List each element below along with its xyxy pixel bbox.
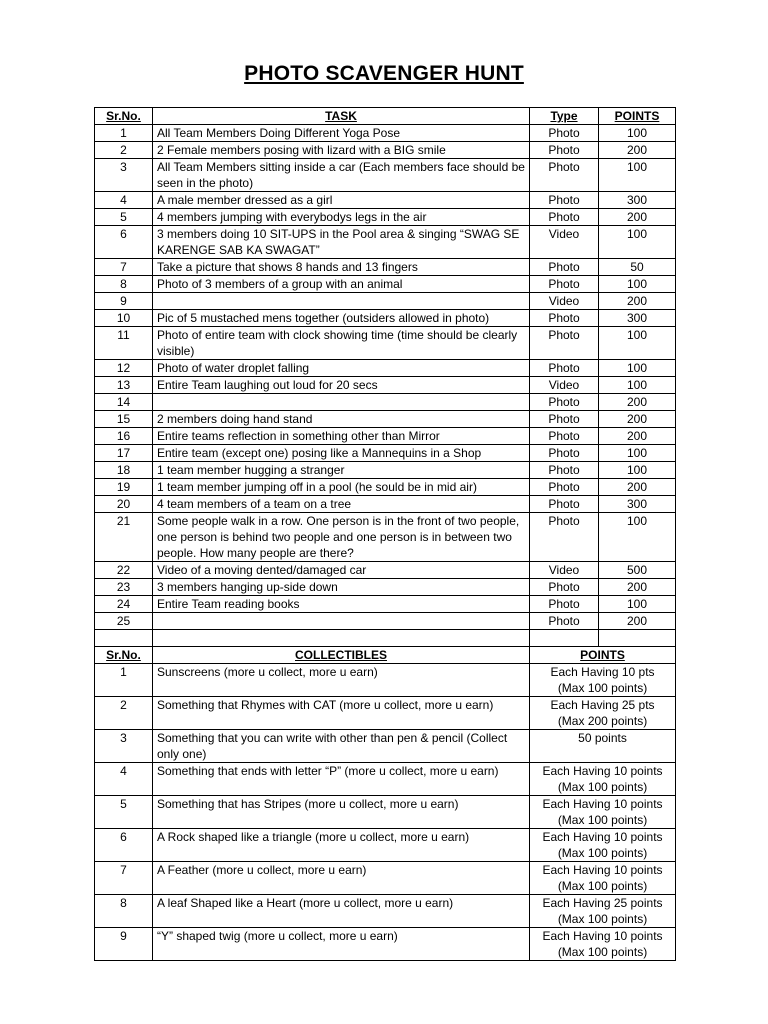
task-points: 100: [599, 360, 676, 377]
task-points: 200: [599, 293, 676, 310]
task-type: Video: [530, 226, 599, 259]
task-points: 500: [599, 562, 676, 579]
collectible-description: A Feather (more u collect, more u earn): [153, 862, 530, 895]
task-number: 25: [95, 613, 153, 630]
task-points: 100: [599, 125, 676, 142]
task-points: 200: [599, 479, 676, 496]
table-row: [95, 259, 676, 276]
collectible-points: [530, 862, 676, 895]
table-row: [95, 445, 676, 462]
collectible-number: 4: [95, 763, 153, 796]
task-points: 100: [599, 276, 676, 293]
task-number: 10: [95, 310, 153, 327]
collectible-points: [530, 730, 676, 763]
collectible-number: 3: [95, 730, 153, 763]
task-description: Photo of 3 members of a group with an animal: [153, 276, 530, 293]
collectible-number: 9: [95, 928, 153, 961]
task-type: Photo: [530, 445, 599, 462]
task-type: Photo: [530, 360, 599, 377]
collectible-description: Sunscreens (more u collect, more u earn): [153, 664, 530, 697]
table-row: [95, 763, 676, 796]
table-row: [95, 697, 676, 730]
task-description: Some people walk in a row. One person is in the front of two people, one person is behind two people and one person is in between two people. How many people are there?: [153, 513, 530, 562]
task-number: 24: [95, 596, 153, 613]
task-description: Entire team (except one) posing like a Mannequins in a Shop: [153, 445, 530, 462]
collectibles-table-body: [95, 647, 676, 961]
task-type: Photo: [530, 496, 599, 513]
table-row: [95, 428, 676, 445]
collectible-points-line1: Each Having 10 points: [542, 929, 663, 943]
task-points: 50: [599, 259, 676, 276]
collectible-points-line1: Each Having 10 points: [542, 797, 663, 811]
collectible-number: 8: [95, 895, 153, 928]
collectible-description: Something that ends with letter “P” (more u collect, more u earn): [153, 763, 530, 796]
task-number: 9: [95, 293, 153, 310]
table-row: [95, 829, 676, 862]
collectibles-header-row: [95, 647, 676, 664]
task-description: 2 Female members posing with lizard with a BIG smile: [153, 142, 530, 159]
table-row: [95, 862, 676, 895]
collectible-points-line1: Each Having 25 points: [542, 896, 663, 910]
collectible-description: A Rock shaped like a triangle (more u collect, more u earn): [153, 829, 530, 862]
task-points: 100: [599, 159, 676, 192]
table-row: [95, 730, 676, 763]
collectible-points-line2: (Max 100 points): [557, 813, 648, 827]
collectible-number: 1: [95, 664, 153, 697]
table-row: [95, 579, 676, 596]
collectible-points: [530, 928, 676, 961]
task-description: A male member dressed as a girl: [153, 192, 530, 209]
blank-cell: [95, 630, 153, 647]
collectible-points-line2: (Max 100 points): [557, 912, 648, 926]
collectible-points-line1: Each Having 10 points: [542, 764, 663, 778]
blank-cell: [153, 630, 530, 647]
task-number: 6: [95, 226, 153, 259]
collectible-points: [530, 829, 676, 862]
task-number: 20: [95, 496, 153, 513]
collectible-points: [530, 895, 676, 928]
scavenger-hunt-table: [94, 107, 676, 961]
blank-separator-row: [95, 630, 676, 647]
task-number: 21: [95, 513, 153, 562]
task-type: Photo: [530, 310, 599, 327]
collectible-points-line2: (Max 200 points): [557, 714, 648, 728]
task-number: 16: [95, 428, 153, 445]
task-points: 200: [599, 209, 676, 226]
collectible-number: 7: [95, 862, 153, 895]
collectible-description: A leaf Shaped like a Heart (more u collect, more u earn): [153, 895, 530, 928]
collectible-points: [530, 697, 676, 730]
task-number: 5: [95, 209, 153, 226]
task-number: 22: [95, 562, 153, 579]
table-row: [95, 209, 676, 226]
collectible-points-line2: (Max 100 points): [557, 846, 648, 860]
collectible-points-line1: Each Having 10 points: [542, 863, 663, 877]
task-points: 100: [599, 226, 676, 259]
task-description: [153, 613, 530, 630]
task-points: 100: [599, 327, 676, 360]
task-number: 2: [95, 142, 153, 159]
task-type: Photo: [530, 596, 599, 613]
task-points: 200: [599, 579, 676, 596]
task-description: 4 team members of a team on a tree: [153, 496, 530, 513]
task-points: 200: [599, 613, 676, 630]
task-type: Video: [530, 562, 599, 579]
task-points: 200: [599, 411, 676, 428]
collectible-number: 6: [95, 829, 153, 862]
collectible-points: [530, 763, 676, 796]
table-row: [95, 394, 676, 411]
collectible-points-line2: (Max 100 points): [557, 681, 648, 695]
task-description: All Team Members sitting inside a car (Each members face should be seen in the photo): [153, 159, 530, 192]
task-type: Photo: [530, 192, 599, 209]
task-type: Photo: [530, 513, 599, 562]
task-number: 1: [95, 125, 153, 142]
collectible-number: 2: [95, 697, 153, 730]
collectible-points-line1: Each Having 25 pts: [550, 698, 655, 712]
task-description: Video of a moving dented/damaged car: [153, 562, 530, 579]
table-row: [95, 496, 676, 513]
page-title: PHOTO SCAVENGER HUNT: [244, 62, 524, 85]
task-type: Photo: [530, 613, 599, 630]
table-row: [95, 159, 676, 192]
task-type: Photo: [530, 259, 599, 276]
collectible-points-line2: (Max 100 points): [557, 945, 648, 959]
header-type: Type: [530, 108, 599, 125]
collectible-points-line1: 50 points: [578, 731, 627, 745]
header-points: POINTS: [599, 108, 676, 125]
task-number: 23: [95, 579, 153, 596]
collectible-points-line1: Each Having 10 pts: [550, 665, 655, 679]
header-points: POINTS: [530, 647, 676, 664]
table-row: [95, 513, 676, 562]
task-points: 200: [599, 142, 676, 159]
task-description: 3 members hanging up-side down: [153, 579, 530, 596]
task-description: [153, 293, 530, 310]
task-type: Photo: [530, 327, 599, 360]
task-number: 18: [95, 462, 153, 479]
table-row: [95, 310, 676, 327]
table-row: [95, 462, 676, 479]
collectible-points: [530, 796, 676, 829]
collectible-description: “Y” shaped twig (more u collect, more u earn): [153, 928, 530, 961]
task-points: 100: [599, 462, 676, 479]
table-row: [95, 377, 676, 394]
table-row: [95, 928, 676, 961]
table-row: [95, 411, 676, 428]
table-row: [95, 192, 676, 209]
collectible-points-line2: (Max 100 points): [557, 780, 648, 794]
table-row: [95, 562, 676, 579]
task-points: 300: [599, 310, 676, 327]
collectible-number: 5: [95, 796, 153, 829]
header-task: TASK: [153, 108, 530, 125]
task-points: 100: [599, 377, 676, 394]
task-points: 200: [599, 394, 676, 411]
task-number: 14: [95, 394, 153, 411]
task-points: 200: [599, 428, 676, 445]
task-description: 1 team member jumping off in a pool (he sould be in mid air): [153, 479, 530, 496]
task-points: 300: [599, 192, 676, 209]
task-description: Photo of water droplet falling: [153, 360, 530, 377]
task-header-row: [95, 108, 676, 125]
task-number: 8: [95, 276, 153, 293]
table-row: [95, 796, 676, 829]
task-description: Entire Team reading books: [153, 596, 530, 613]
task-type: Photo: [530, 142, 599, 159]
table-row: [95, 276, 676, 293]
task-type: Video: [530, 293, 599, 310]
table-row: [95, 664, 676, 697]
table-row: [95, 125, 676, 142]
task-description: Entire teams reflection in something other than Mirror: [153, 428, 530, 445]
collectible-description: Something that you can write with other than pen & pencil (Collect only one): [153, 730, 530, 763]
task-type: Photo: [530, 428, 599, 445]
task-number: 12: [95, 360, 153, 377]
task-points: 100: [599, 445, 676, 462]
table-row: [95, 895, 676, 928]
task-description: Entire Team laughing out loud for 20 secs: [153, 377, 530, 394]
task-type: Video: [530, 377, 599, 394]
task-description: 4 members jumping with everybodys legs in the air: [153, 209, 530, 226]
task-type: Photo: [530, 462, 599, 479]
task-number: 3: [95, 159, 153, 192]
task-number: 11: [95, 327, 153, 360]
task-number: 7: [95, 259, 153, 276]
task-number: 19: [95, 479, 153, 496]
table-row: [95, 596, 676, 613]
task-type: Photo: [530, 579, 599, 596]
task-description: Pic of 5 mustached mens together (outsiders allowed in photo): [153, 310, 530, 327]
collectible-points-line2: (Max 100 points): [557, 879, 648, 893]
task-description: Take a picture that shows 8 hands and 13 fingers: [153, 259, 530, 276]
task-description: 1 team member hugging a stranger: [153, 462, 530, 479]
blank-cell: [530, 630, 599, 647]
task-points: 100: [599, 513, 676, 562]
task-points: 100: [599, 596, 676, 613]
table-row: [95, 479, 676, 496]
collectible-points-line1: Each Having 10 points: [542, 830, 663, 844]
header-srno: Sr.No.: [95, 108, 153, 125]
table-row: [95, 327, 676, 360]
header-collectibles: COLLECTIBLES: [153, 647, 530, 664]
task-type: Photo: [530, 411, 599, 428]
table-row: [95, 142, 676, 159]
task-description: Photo of entire team with clock showing time (time should be clearly visible): [153, 327, 530, 360]
blank-cell: [599, 630, 676, 647]
table-row: [95, 613, 676, 630]
task-type: Photo: [530, 276, 599, 293]
task-description: 2 members doing hand stand: [153, 411, 530, 428]
header-srno: Sr.No.: [95, 647, 153, 664]
collectible-description: Something that has Stripes (more u collect, more u earn): [153, 796, 530, 829]
collectible-points: [530, 664, 676, 697]
task-type: Photo: [530, 125, 599, 142]
table-row: [95, 293, 676, 310]
task-table-body: [95, 108, 676, 630]
task-type: Photo: [530, 479, 599, 496]
collectible-description: Something that Rhymes with CAT (more u collect, more u earn): [153, 697, 530, 730]
task-number: 17: [95, 445, 153, 462]
task-type: Photo: [530, 209, 599, 226]
task-points: 300: [599, 496, 676, 513]
table-row: [95, 360, 676, 377]
task-number: 4: [95, 192, 153, 209]
task-number: 15: [95, 411, 153, 428]
separator-body: [95, 630, 676, 647]
task-description: [153, 394, 530, 411]
task-description: 3 members doing 10 SIT-UPS in the Pool area & singing “SWAG SE KARENGE SAB KA SWAGAT”: [153, 226, 530, 259]
task-type: Photo: [530, 394, 599, 411]
task-description: All Team Members Doing Different Yoga Pose: [153, 125, 530, 142]
table-row: [95, 226, 676, 259]
task-type: Photo: [530, 159, 599, 192]
task-number: 13: [95, 377, 153, 394]
